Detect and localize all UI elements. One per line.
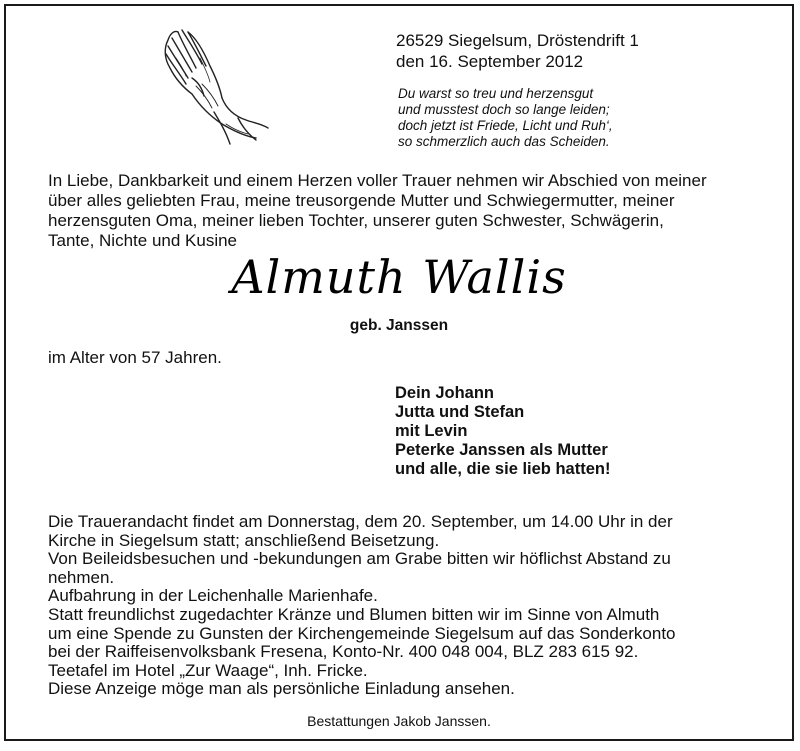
poem-line: doch jetzt ist Friede, Licht und Ruh‘, xyxy=(398,118,613,133)
birth-name: geb. Janssen xyxy=(349,317,449,334)
date-line: den 16. September 2012 xyxy=(396,52,584,71)
detail-line: Diese Anzeige möge man als persönliche Einladung ansehen. xyxy=(48,679,515,699)
intro-text xyxy=(48,171,768,251)
family-line: Peterke Janssen als Mutter xyxy=(395,441,608,459)
detail-line: bei der Raiffeisenvolksbank Fresena, Konto-Nr. 400 048 004, BLZ 283 615 92. xyxy=(48,642,639,662)
poem-line: so schmerzlich auch das Scheiden. xyxy=(398,134,610,149)
family-line: und alle, die sie lieb hatten! xyxy=(395,460,611,478)
intro-line: herzensguten Oma, meiner lieben Tochter, unserer guten Schwester, Schwägerin, xyxy=(48,211,664,230)
family-line: mit Levin xyxy=(395,422,468,440)
ceremony-details xyxy=(48,513,788,699)
intro-line: Tante, Nichte und Kusine xyxy=(48,231,238,250)
detail-line: Die Trauerandacht findet am Donnerstag, dem 20. September, um 14.00 Uhr in der xyxy=(48,512,673,531)
poem-line: und musstest doch so lange leiden; xyxy=(398,102,610,117)
detail-line: Aufbahrung in der Leichenhalle Marienhafe. xyxy=(48,586,378,606)
detail-line: nehmen. xyxy=(48,567,115,587)
detail-line: um eine Spende zu Gunsten der Kirchengemeinde Siegelsum auf das Sonderkonto xyxy=(48,623,676,643)
detail-line: Von Beileidsbesuchen und -bekundungen am Grabe bitten wir höflichst Abstand zu xyxy=(48,549,671,569)
detail-line: Statt freundlichst zugedachter Kränze und Blumen bitten wir im Sinne von Almuth xyxy=(48,604,660,624)
intro-line: In Liebe, Dankbarkeit und einem Herzen voller Trauer nehmen wir Abschied von meiner xyxy=(48,171,707,190)
detail-line: Teetafel im Hotel „Zur Waage“, Inh. Fricke. xyxy=(48,660,368,680)
address-line: 26529 Siegelsum, Dröstendrift 1 xyxy=(396,31,639,50)
address-block xyxy=(396,30,639,72)
intro-line: über alles geliebten Frau, meine treusorgende Mutter und Schwiegermutter, meiner xyxy=(48,191,675,210)
deceased-name: Almuth Wallis xyxy=(231,250,567,304)
obituary-notice xyxy=(4,4,794,741)
praying-hands-icon xyxy=(156,28,276,148)
detail-line: Kirche in Siegelsum statt; anschließend Beisetzung. xyxy=(48,530,440,550)
poem xyxy=(398,86,613,150)
age-line: im Alter von 57 Jahren. xyxy=(48,348,222,367)
funeral-home: Bestattungen Jakob Janssen. xyxy=(307,713,491,729)
family-signatures xyxy=(395,384,610,479)
family-line: Dein Johann xyxy=(395,384,495,402)
family-line: Jutta und Stefan xyxy=(395,403,525,421)
poem-line: Du warst so treu und herzensgut xyxy=(398,86,594,101)
